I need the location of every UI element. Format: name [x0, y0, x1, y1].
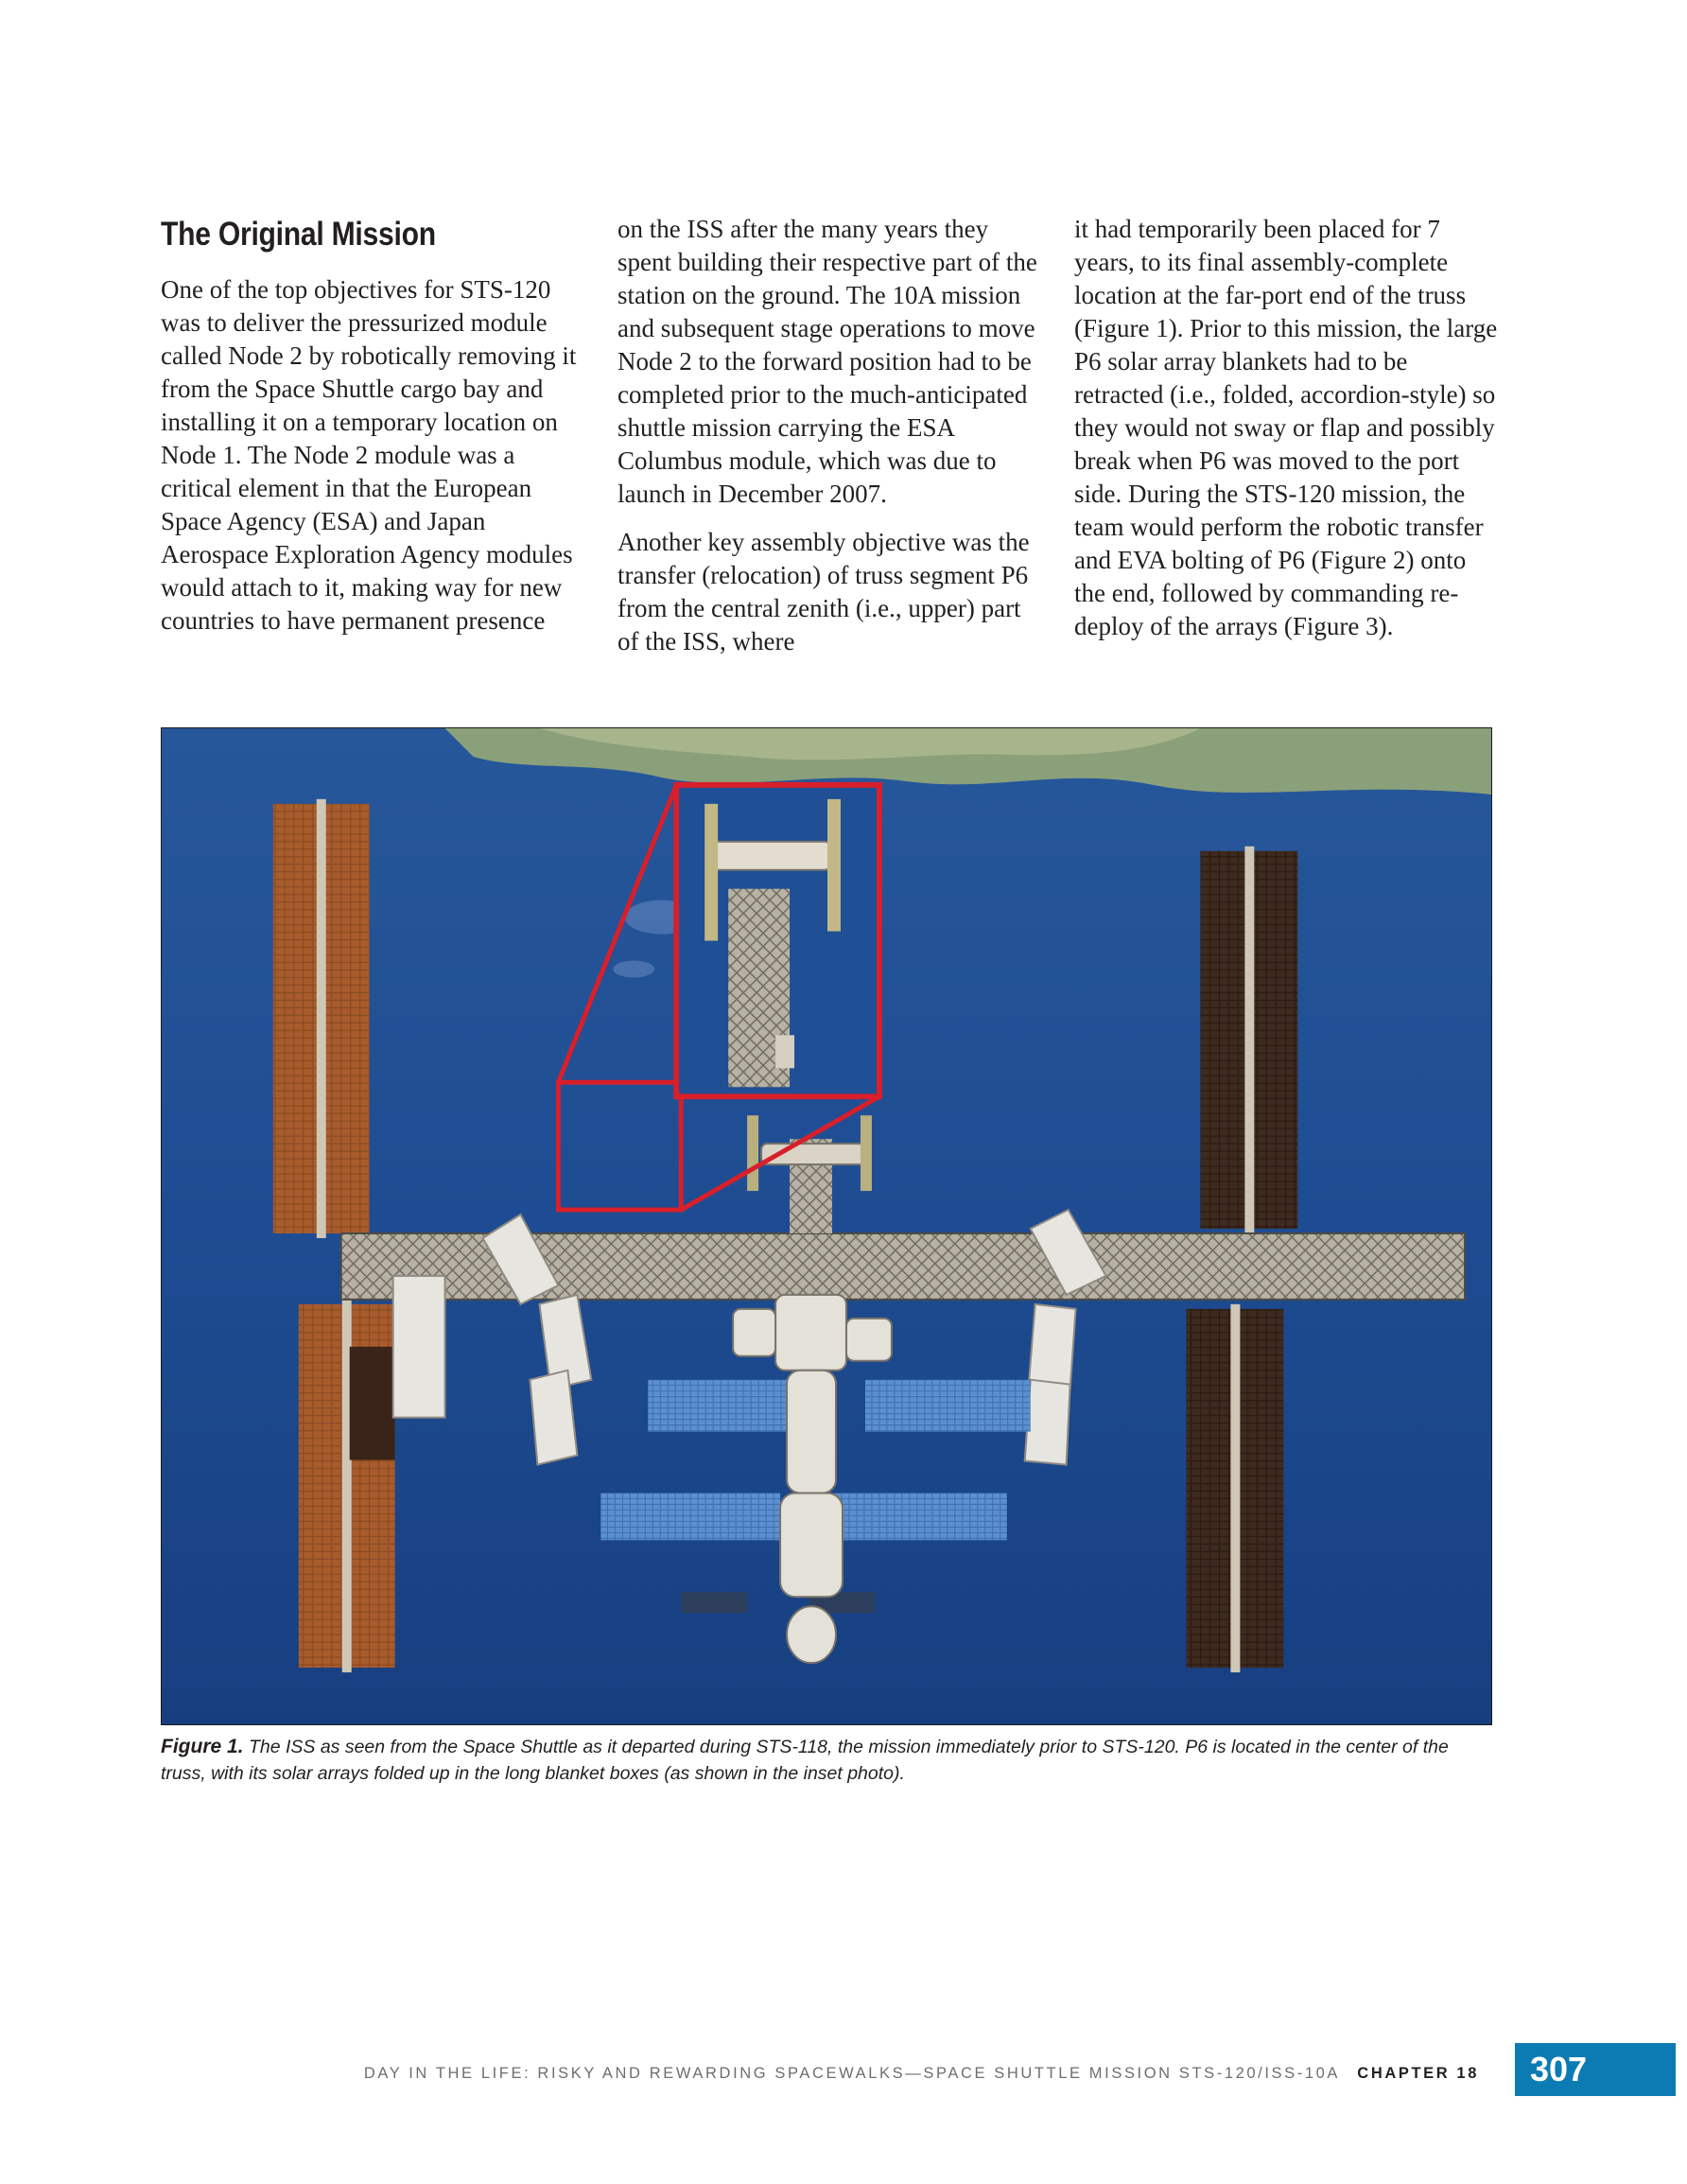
paragraph: One of the top objectives for STS-120 was to deliver the pressurized module called Node 2 by robotically removing it from the Space Shuttle cargo bay and installing it on a temporary location on Node 1. The Node 2 module was a critical element in that the European Space Agency (ESA) and Japan Aerospace Exploration Agency modules would attach to it, making way for new countries to have permanent presence [161, 275, 577, 635]
iss-photo-illustration [162, 728, 1491, 1724]
running-footer [364, 2065, 1479, 2083]
figure-label: Figure 1. [161, 1736, 244, 1757]
iss-photo [161, 727, 1492, 1725]
caption-text: The ISS as seen from the Space Shuttle as it departed during STS-118, the mission immediately prior to STS-120. P6 is located in the center of the truss, with its solar arrays folded up in the long blanket boxes (as shown in the inset photo). [161, 1737, 1449, 1784]
text-column-1 [161, 213, 586, 653]
paragraph: it had temporarily been placed for 7 years, to its final assembly-complete location at the far-port end of the truss (Figure 1). Prior to this mission, the large P6 solar array blankets had to be retracted (i.e., folded, accordion-style) so they would not sway or flap and possibly break when P6 was moved to the port side. During the STS-120 mission, the team would perform the robotic transfer and EVA bolting of P6 (Figure 2) onto the end, followed by commanding re-deploy of the arrays (Figure 3). [1074, 215, 1498, 640]
page-number: 307 [1515, 2043, 1676, 2096]
text-column-3 [1074, 213, 1500, 658]
paragraph: on the ISS after the many years they spent building their respective part of the station on the ground. The 10A mission and subsequent stage operations to move Node 2 to the forward position had to be completed prior to the much-anticipated shuttle mission carrying the ESA Columbus module, which was due to launch in December 2007. [617, 215, 1037, 508]
text-column-2 [617, 213, 1043, 673]
section-heading: The Original Mission [161, 216, 436, 253]
figure-caption [161, 1734, 1494, 1787]
paragraph: Another key assembly objective was the transfer (relocation) of truss segment P6 from the central zenith (i.e., upper) part of the ISS, where [617, 528, 1030, 655]
chapter-label: CHAPTER 18 [1357, 2065, 1479, 2082]
running-title: DAY IN THE LIFE: RISKY AND REWARDING SPACEWALKS—SPACE SHUTTLE MISSION STS-120/ISS-10A [363, 2065, 1340, 2082]
